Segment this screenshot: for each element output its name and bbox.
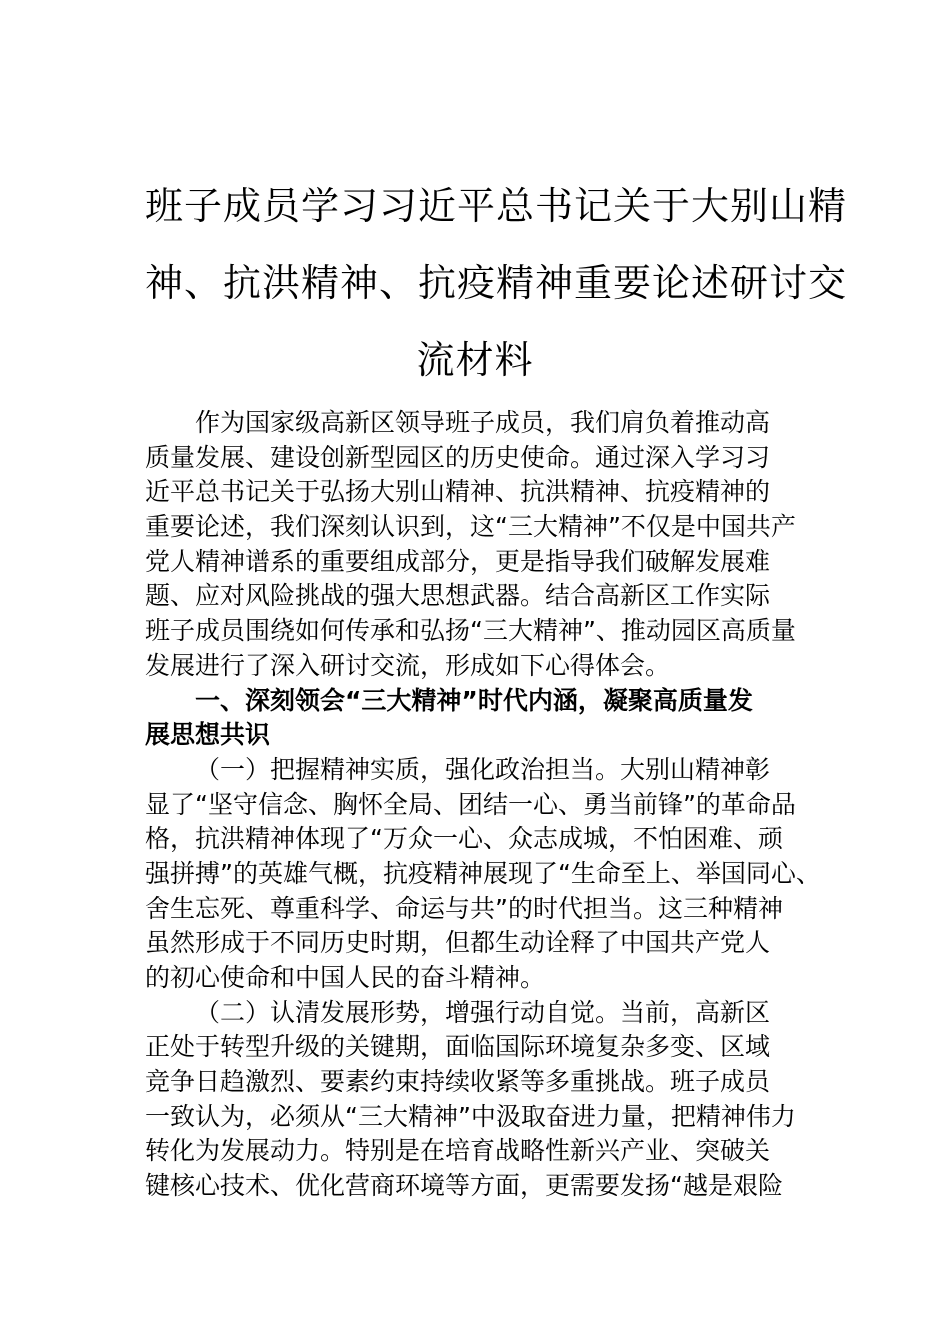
text-line: 强拼搏”的英雄气概，抗疫精神展现了“生命至上、举国同心、 [145, 858, 821, 888]
paragraph-one [145, 753, 821, 996]
document-title [145, 168, 848, 399]
heading-line: 一、深刻领会“三大精神”时代内涵，凝聚高质量发 [195, 685, 753, 715]
text-line: 近平总书记关于弘扬大别山精神、抗洪精神、抗疫精神的 [145, 477, 771, 507]
text-line: 转化为发展动力。特别是在培育战略性新兴产业、突破关 [145, 1136, 771, 1166]
text-line: 一致认为，必须从“三大精神”中汲取奋进力量，把精神伟力 [145, 1101, 796, 1131]
text-line: 虽然形成于不同历史时期，但都生动诠释了中国共产党人 [145, 928, 771, 958]
title-line: 流材料 [416, 338, 534, 382]
text-line: 的初心使命和中国人民的奋斗精神。 [145, 963, 546, 992]
text-line: 题、应对风险挑战的强大思想武器。结合高新区工作实际 [145, 581, 771, 611]
text-line: 舍生忘死、尊重科学、命运与共”的时代担当。这三种精神 [145, 893, 783, 923]
document-body [145, 406, 821, 1204]
section-heading [145, 684, 813, 753]
text-line: 重要论述，我们深刻认识到，这“三大精神”不仅是中国共产 [145, 512, 796, 542]
paragraph-two [145, 996, 813, 1204]
text-line: 党人精神谱系的重要组成部分，更是指导我们破解发展难 [145, 546, 771, 576]
text-line: 格，抗洪精神体现了“万众一心、众志成城，不怕困难、顽 [145, 824, 783, 854]
heading-line: 展思想共识 [145, 720, 271, 750]
text-line: （二）认清发展形势，增强行动自觉。当前，高新区 [195, 997, 771, 1027]
text-line: 作为国家级高新区领导班子成员，我们肩负着推动高 [195, 408, 771, 437]
text-line: 质量发展、建设创新型园区的历史使命。通过深入学习习 [145, 442, 771, 472]
title-line: 神、抗洪精神、抗疫精神重要论述研讨交 [145, 261, 848, 305]
text-line: 显了“坚守信念、胸怀全局、团结一心、勇当前锋”的革命品 [145, 789, 796, 819]
text-line: 班子成员围绕如何传承和弘扬“三大精神”、推动园区高质量 [145, 616, 796, 646]
text-line: 竞争日趋激烈、要素约束持续收紧等多重挑战。班子成员 [145, 1067, 771, 1097]
text-line: 正处于转型升级的关键期，面临国际环境复杂多变、区域 [145, 1032, 771, 1062]
intro-paragraph [145, 406, 813, 684]
title-line: 班子成员学习习近平总书记关于大别山精 [145, 184, 848, 228]
text-line: 发展进行了深入研讨交流，形成如下心得体会。 [145, 650, 671, 680]
text-line: 键核心技术、优化营商环境等方面，更需要发扬“越是艰险 [145, 1171, 783, 1201]
text-line: （一）把握精神实质，强化政治担当。大别山精神彰 [195, 754, 771, 784]
